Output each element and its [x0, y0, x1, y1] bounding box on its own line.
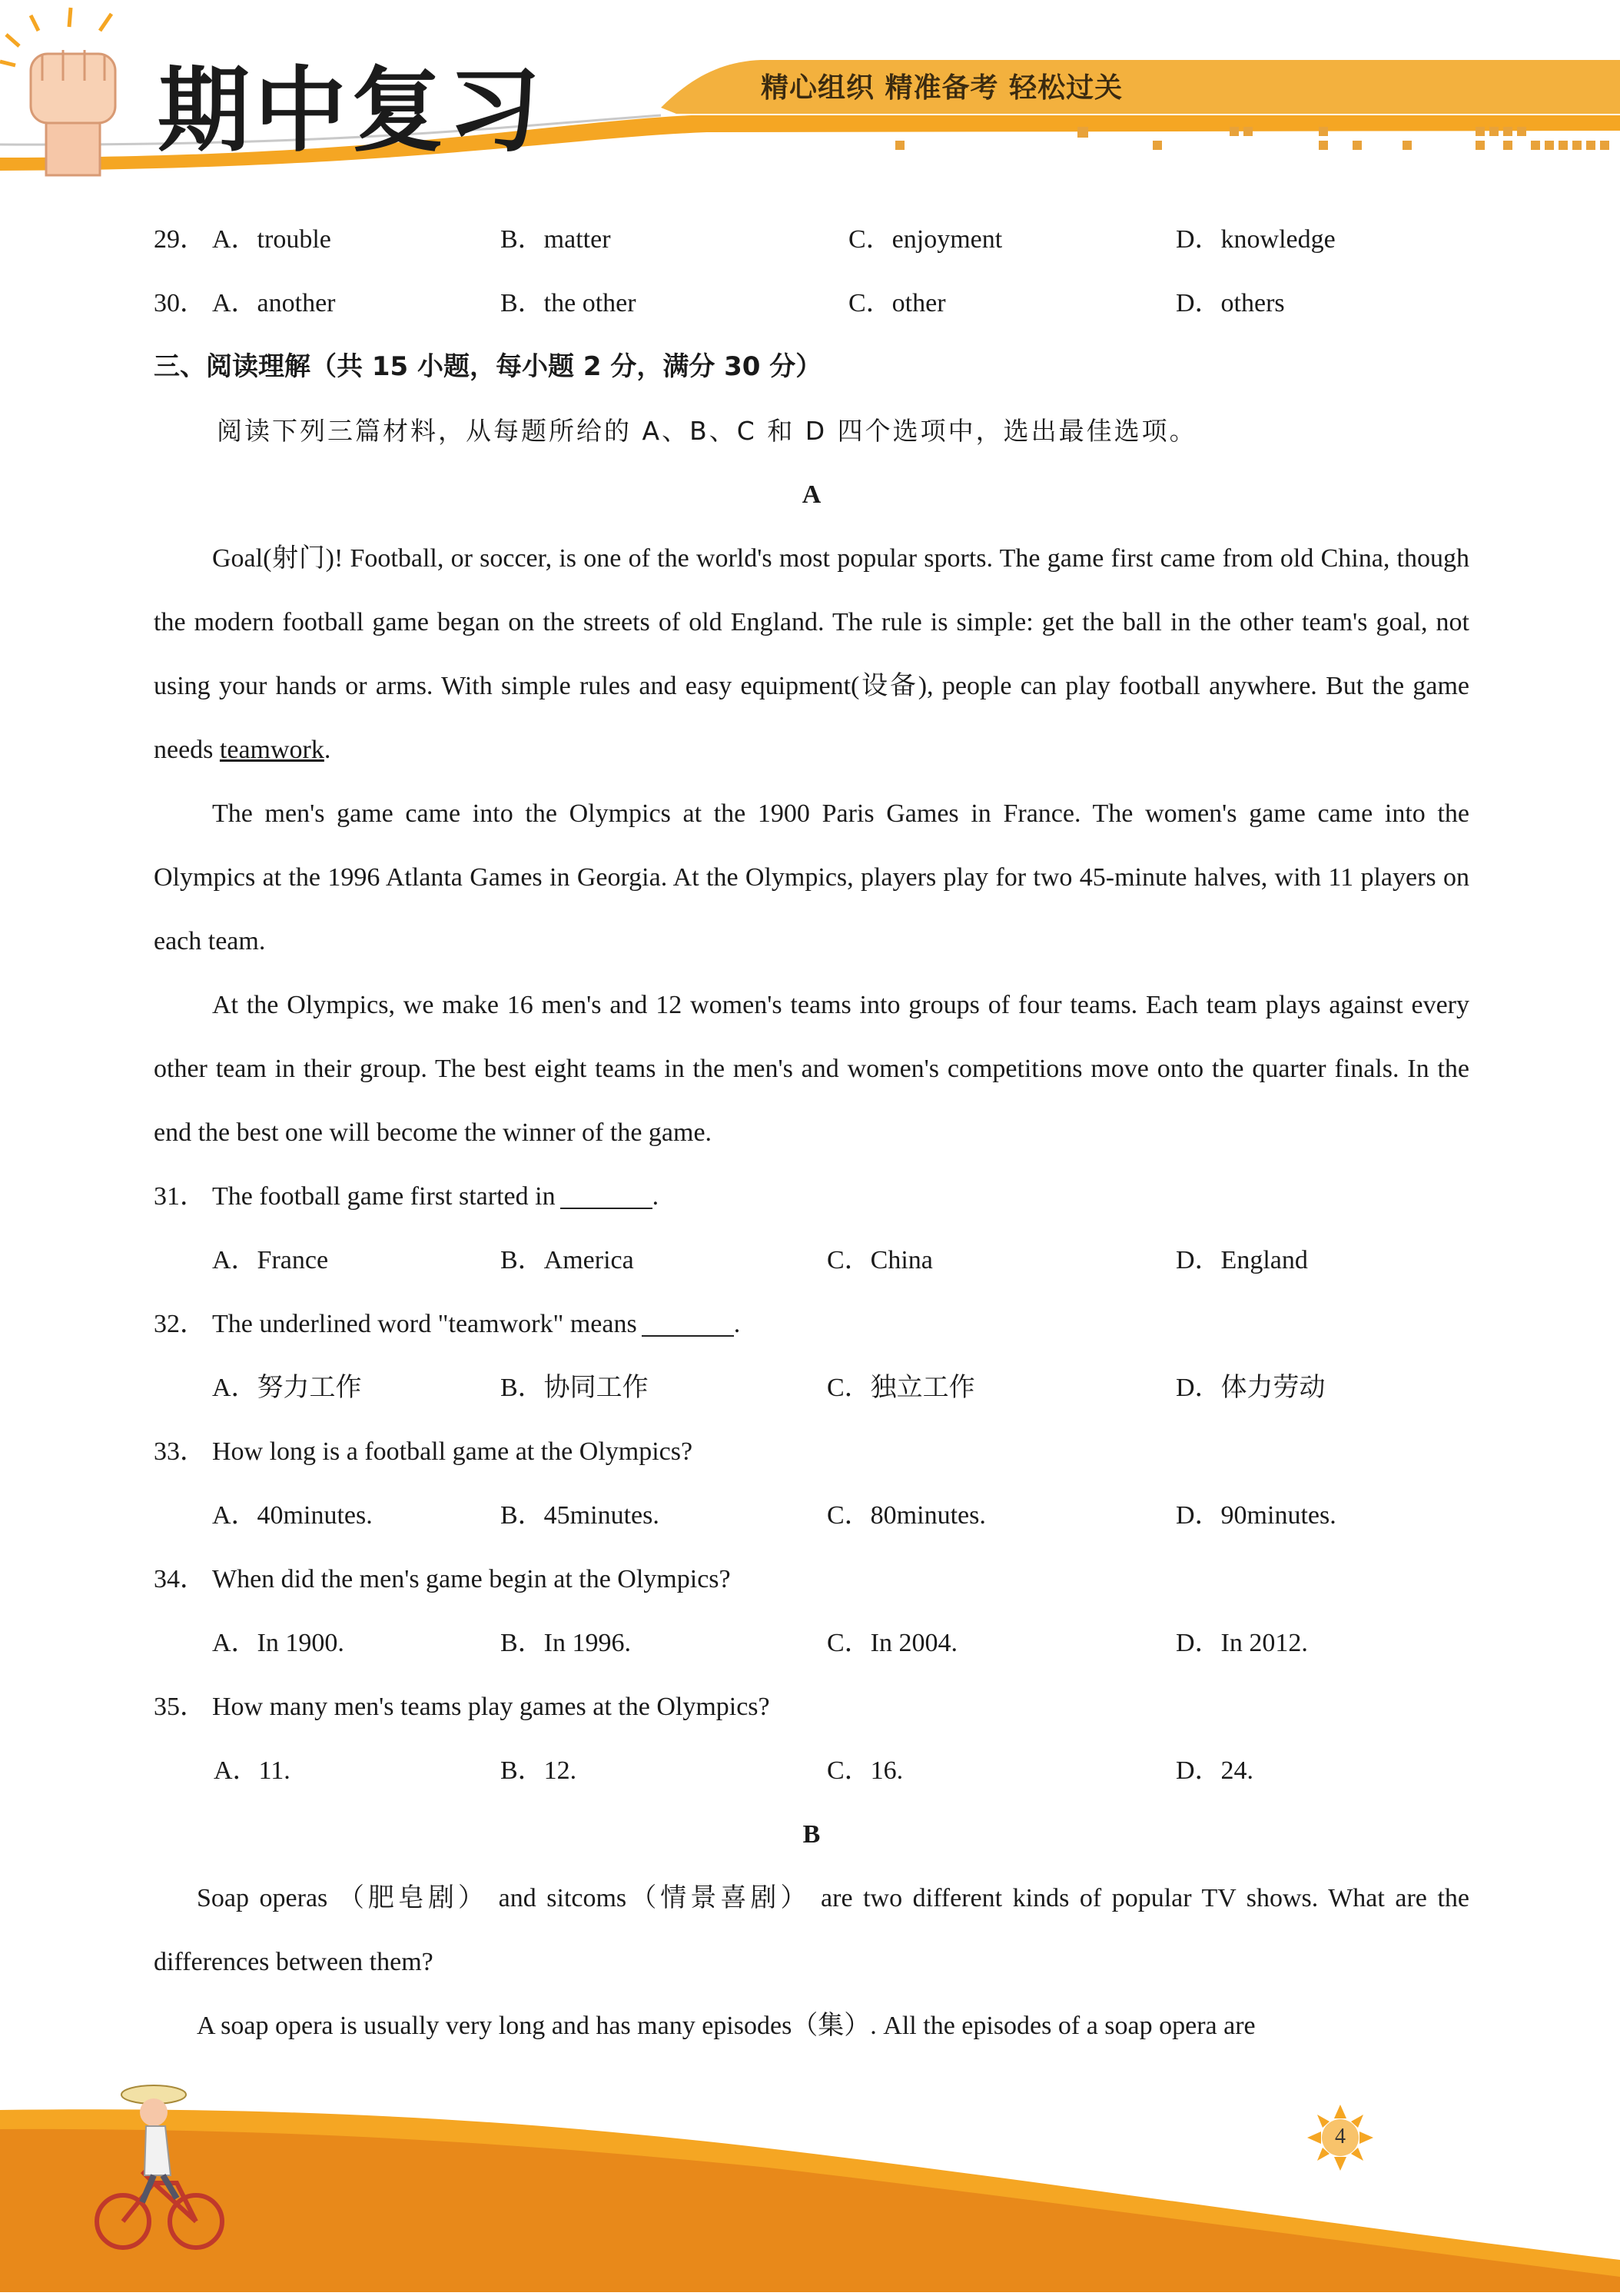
- option-a: A．France: [212, 1246, 329, 1274]
- question-number: 31．: [154, 1182, 206, 1211]
- fist-icon: [0, 8, 115, 175]
- passage-label-a: A: [802, 480, 822, 509]
- option-b: B．12.: [500, 1756, 577, 1785]
- section-instruction: 阅读下列三篇材料，从每题所给的 A、B、C 和 D 四个选项中，选出最佳选项。: [217, 416, 1197, 446]
- answer-blank: [560, 1181, 652, 1209]
- question-options-32: [154, 1356, 1469, 1420]
- section-heading: 三、阅读理解（共 15 小题，每小题 2 分，满分 30 分）: [154, 351, 822, 382]
- option-d: D．90minutes.: [1176, 1501, 1336, 1530]
- question-options-31: [154, 1228, 1469, 1292]
- page-title: 期中复习: [158, 58, 545, 164]
- question-options-35: [154, 1739, 1469, 1803]
- option-d: D．体力劳动: [1176, 1374, 1326, 1402]
- question-number: 33．: [154, 1437, 206, 1466]
- question-row-29: [154, 208, 1469, 271]
- question-number: 35．: [154, 1693, 206, 1721]
- question-stem-35: [154, 1675, 1469, 1739]
- question-row-30: [154, 271, 1469, 335]
- question-number: 32．: [154, 1310, 206, 1338]
- option-c: C．enjoyment: [848, 225, 1003, 254]
- passage-a-paragraph-3: At the Olympics, we make 16 men's and 12 women's teams into groups of four teams. Each team plays against every other team in their group. The best eight teams in the men's and women's competitions move onto the quarter finals. In the end the best one will become the winner of the game.: [154, 991, 1469, 1147]
- option-a: A．another: [212, 289, 336, 317]
- option-a: A．40minutes.: [212, 1501, 373, 1530]
- option-b: B．协同工作: [500, 1374, 649, 1402]
- question-stem-34: [154, 1547, 1469, 1611]
- header-slogan: 精心组织 精准备考 轻松过关: [761, 72, 1124, 104]
- option-b: B．matter: [500, 225, 611, 254]
- footer-decoration: [0, 2075, 1620, 2292]
- question-text: [212, 1292, 740, 1356]
- option-b: B．In 1996.: [500, 1629, 631, 1657]
- question-text: [212, 1165, 659, 1228]
- question-text: When did the men's game begin at the Olympics?: [212, 1565, 731, 1593]
- question-number: 34．: [154, 1565, 206, 1593]
- option-b: B．the other: [500, 289, 636, 317]
- footer-art: [0, 2075, 1620, 2292]
- passage-b-paragraph-1: Soap operas （肥皂剧） and sitcoms（情景喜剧） are two different kinds of popular TV shows. What are the differences between them?: [154, 1884, 1469, 1976]
- option-c: C．China: [827, 1246, 933, 1274]
- stem-text: The underlined word "teamwork" means: [212, 1310, 637, 1338]
- option-a: A．11.: [214, 1756, 290, 1785]
- option-d: D．others: [1176, 289, 1285, 317]
- paragraph-end: .: [324, 736, 331, 764]
- passage-b-paragraph-2: A soap opera is usually very long and has many episodes（集）. All the episodes of a soap opera are: [197, 2012, 1256, 2040]
- stem-end: .: [733, 1310, 741, 1338]
- option-c: C．独立工作: [827, 1374, 975, 1402]
- option-a: A．努力工作: [212, 1374, 362, 1402]
- question-stem-31: [154, 1165, 1469, 1228]
- option-c: C．In 2004.: [827, 1629, 958, 1657]
- question-text: How long is a football game at the Olympics?: [212, 1437, 693, 1466]
- option-d: D．England: [1176, 1246, 1308, 1274]
- passage-label-b: B: [802, 1820, 821, 1849]
- answer-blank: [642, 1309, 734, 1337]
- option-c: C．80minutes.: [827, 1501, 986, 1530]
- option-c: C．16.: [827, 1756, 904, 1785]
- question-options-33: [154, 1484, 1469, 1547]
- underlined-word: teamwork: [219, 736, 324, 764]
- option-d: D．24.: [1176, 1756, 1254, 1785]
- stem-text: The football game first started in: [212, 1182, 556, 1211]
- option-b: B．45minutes.: [500, 1501, 659, 1530]
- passage-a-paragraph-2: The men's game came into the Olympics at the 1900 Paris Games in France. The women's game came into the Olympics at the 1996 Atlanta Games in Georgia. At the Olympics, players play for two 45-minute halves, with 11 players on each team.: [154, 799, 1469, 955]
- paragraph-text: Goal(射门)! Football, or soccer, is one of the world's most popular sports. The game first came from old China, though the modern football game began on the streets of old England. The rule is simple: get the ball in the other team's goal, not using your hands or arms. With simple rules and easy equipment(设备), people can play football anywhere. But the game needs: [154, 544, 1469, 764]
- option-a: A．In 1900.: [212, 1629, 344, 1657]
- question-text: How many men's teams play games at the Olympics?: [212, 1693, 770, 1721]
- question-number: 29．: [154, 225, 206, 254]
- option-a: A．trouble: [212, 225, 331, 254]
- question-number: 30．: [154, 289, 206, 317]
- page-number: 4: [1335, 2125, 1346, 2148]
- passage-a-paragraph-1: [154, 527, 1469, 782]
- worksheet-content: [154, 208, 1469, 2058]
- question-stem-32: [154, 1292, 1469, 1356]
- stem-end: .: [652, 1182, 659, 1211]
- header-banner: [0, 0, 1620, 184]
- question-options-34: [154, 1611, 1469, 1675]
- option-c: C．other: [848, 289, 946, 317]
- option-b: B．America: [500, 1246, 634, 1274]
- question-stem-33: [154, 1420, 1469, 1484]
- option-d: D．In 2012.: [1176, 1629, 1308, 1657]
- option-d: D．knowledge: [1176, 225, 1336, 254]
